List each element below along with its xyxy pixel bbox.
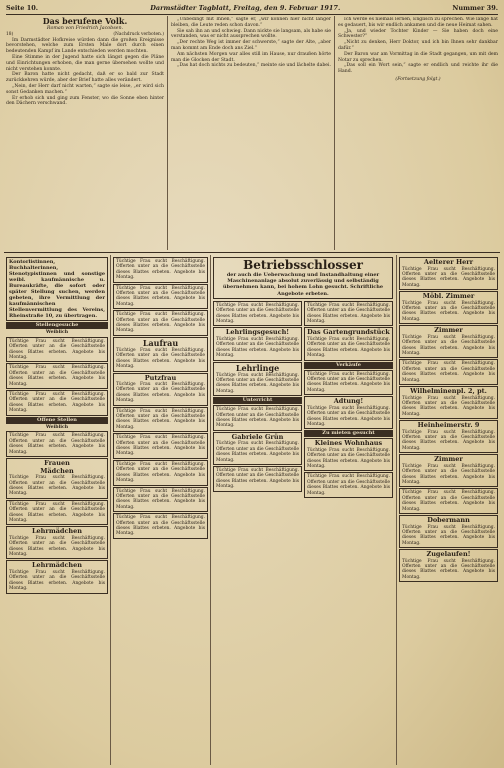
section-offene-stellen: Offene Stellen	[6, 417, 108, 424]
ad-body: Tüchtige Frau sucht Beschäftigung. Offerten unter an die Geschäftsstelle dieses Blattes erbeten. Angebote bis Montag.	[402, 429, 495, 451]
ad-heading: Lehrlinge	[235, 362, 280, 373]
section-weiblich: Weiblich	[45, 330, 69, 335]
ad-text: Tüchtige Frau sucht Beschäftigung. Offerten unter an die Geschäftsstelle dieses Blattes erbeten. Angebote bis Montag.	[213, 466, 302, 492]
ad-text: Tüchtige Frau sucht Beschäftigung. Offerten unter an die Geschäftsstelle dieses Blattes erbeten. Angebote bis Montag.	[113, 310, 208, 336]
page-number: Seite 10.	[6, 4, 39, 12]
serial-paragraph: Er erhob sich und ging zum Fenster, wo die Sonne eben hinter den Dächern verschwand.	[6, 95, 164, 107]
ad-zugelaufen	[399, 549, 498, 582]
ad-body: Tüchtige Frau sucht Beschäftigung. Offerten unter an die Geschäftsstelle dieses Blattes erbeten. Angebote bis Montag.	[9, 569, 105, 592]
ad-lehrmaedchen	[6, 560, 108, 593]
serial-paragraph: „Unbedingt mit Ihnen,“ sagte er, „wir können hier nicht länger bleiben, die Leute reden schon davon.“	[171, 17, 331, 28]
ad-body: Tüchtige Frau sucht Beschäftigung. Offerten unter an die Geschäftsstelle dieses Blattes erbeten. Angebote bis Montag.	[402, 524, 495, 546]
ad-body: Tüchtige Frau sucht Beschäftigung. Offerten unter an die Geschäftsstelle dieses Blattes erbeten. Angebote bis Montag.	[116, 347, 205, 370]
ad-heading: Mädchen	[40, 466, 74, 475]
ad-heading: Betriebsschlosser	[243, 258, 363, 272]
ad-text: Tüchtige Frau sucht Beschäftigung. Offerten unter an die Geschäftsstelle dieses Blattes erbeten. Angebote bis Montag.	[113, 460, 208, 486]
serial-column-2	[171, 17, 331, 249]
ad-heading: Putzfrau	[144, 373, 177, 382]
ad-achtung	[304, 396, 393, 429]
section-weiblich: Weiblich	[45, 424, 69, 430]
ad-body: Tüchtige Frau sucht Beschäftigung. Offerten unter an die Geschäftsstelle dieses Blattes erbeten. Angebote bis Montag.	[402, 395, 495, 417]
serial-paragraph: „Ja, und wieder Tochter Kinder — Sie haben doch eine Schwester?“	[338, 28, 498, 40]
ad-heading: Aelterer Herr	[423, 258, 474, 266]
ad-garten	[304, 327, 393, 360]
ad-gabriele	[213, 432, 302, 465]
serial-paragraph: „Nein, der Herr darf nicht warten,“ sagte sie leise, „er wird sich sonst Gedanken machen.“	[6, 83, 164, 95]
ad-text: Tüchtige Frau sucht Beschäftigung. Offerten unter an die Geschäftsstelle dieses Blattes erbeten. Angebote bis Montag.	[113, 284, 208, 310]
ad-zimmer	[399, 454, 498, 487]
ad-heading: Zimmer	[434, 455, 463, 464]
ad-text: Tüchtige Frau sucht Beschäftigung. Offerten unter an die Geschäftsstelle dieses Blattes erbeten. Angebote bis Montag.	[213, 301, 302, 327]
ad-putzfrau	[113, 373, 208, 406]
ad-heading: Lehrmädchen	[31, 561, 83, 570]
ad-heading: Gabriele Grün	[231, 432, 284, 441]
ad-body: Tüchtige Frau sucht Beschäftigung. Offerten unter an die Geschäftsstelle dieses Blattes erbeten. Angebote bis Montag.	[9, 475, 105, 497]
ad-kleines-wohnhaus	[304, 438, 393, 471]
ad-heading: Laufrau	[142, 337, 179, 348]
ad-heinheimer	[399, 420, 498, 453]
ad-body: Tüchtige Frau sucht Beschäftigung. Offerten unter an die Geschäftsstelle dieses Blattes erbeten. Angebote bis Montag.	[402, 266, 495, 288]
ad-heading: Das Gartengrundstück	[307, 328, 390, 337]
column-rule	[334, 16, 335, 250]
serial-paragraph: „Der rechte Weg ist immer der schwerste,“ sagte der Alte, „aber man kommt am Ende doch ans Ziel.“	[171, 40, 331, 51]
ad-text: Tüchtige Frau sucht Beschäftigung. Offerten unter an die Geschäftsstelle dieses Blattes erbeten. Angebote bis Montag.	[6, 500, 108, 526]
serial-paragraph: Am nächsten Morgen war alles still im Hause, nur draußen hörte man die Glocken der Stadt.	[171, 51, 331, 63]
ad-aelterer-herr	[399, 257, 498, 290]
issue-number: Nummer 39.	[452, 4, 498, 12]
continued-note: (Fortsetzung folgt.)	[395, 76, 441, 82]
ad-heading: Wilhelminenpl. 2, pt.	[410, 387, 487, 395]
ads-column-1	[6, 256, 108, 764]
serial-paragraph: Ich werde es niemals lernen, Englisch zu sprechen. Wie lange hat es gedauert, bis wir endlich ankamen und die neue Heimat sahen.	[338, 17, 498, 28]
serial-paragraph: „Das soll ein Wort sein,“ sagte er endlich und reichte ihr die Hand.	[338, 63, 498, 75]
section-unterricht: Unterricht	[213, 397, 302, 404]
ad-betriebsschlosser	[213, 257, 393, 299]
ad-text: Tüchtige Frau sucht Beschäftigung. Offerten unter an die Geschäftsstelle dieses Blattes erbeten. Angebote bis Montag.	[113, 407, 208, 433]
serial-paragraph: „Nicht zu denken, Herr Doktor, und ich bin Ihnen sehr dankbar dafür.“	[338, 40, 498, 51]
ad-text: Tüchtige Frau sucht Beschäftigung. Offerten unter an die Geschäftsstelle dieses Blattes erbeten. Angebote bis Montag.	[304, 472, 393, 498]
serial-paragraph: Eine Stimme in der Jugend hatte sich längst gegen die Pläne und Einrichtungen erhoben, die man gerne übersehen wollte und nicht verstehen konnte.	[6, 54, 164, 72]
serial-paragraph: „Das hat doch nichts zu bedeuten,“ meinte sie und lächelte dabei.	[177, 63, 331, 69]
ad-wilhelminen	[399, 386, 498, 419]
ads-column-2	[113, 256, 208, 764]
ad-text: Tüchtige Frau sucht Beschäftigung. Offerten unter an die Geschäftsstelle dieses Blattes erbeten. Angebote bis Montag.	[113, 513, 208, 539]
serial-column-3	[338, 17, 498, 249]
serial-title: Das berufene Volk.	[42, 17, 128, 26]
ad-text: Tüchtige Frau sucht Beschäftigung. Offerten unter an die Geschäftsstelle dieses Blattes erbeten. Angebote bis Montag.	[399, 488, 498, 514]
serial-column-1	[6, 17, 164, 249]
ad-heading: Kleines Wohnhaus	[314, 439, 383, 448]
serial-subtitle: Roman von Friedrich Jacobsen.	[46, 26, 124, 31]
ad-body: Tüchtige Frau sucht Beschäftigung. Offerten unter an die Geschäftsstelle dieses Blattes erbeten. Angebote bis Montag.	[216, 336, 299, 359]
section-stellengesuche: Stellengesuche	[6, 322, 108, 329]
ad-text: Tüchtige Frau sucht Beschäftigung. Offerten unter an die Geschäftsstelle dieses Blattes erbeten. Angebote bis Montag.	[399, 359, 498, 385]
ad-text: Tüchtige Frau sucht Beschäftigung. Offerten unter an die Geschäftsstelle dieses Blattes erbeten. Angebote bis Montag.	[113, 487, 208, 513]
column-rule	[210, 255, 211, 765]
ad-heading: Dobermann	[427, 516, 470, 524]
ad-body: Tüchtige Frau sucht Beschäftigung. Offerten unter an die Geschäftsstelle dieses Blattes erbeten. Angebote bis Montag.	[402, 558, 495, 580]
ad-text: Tüchtige Frau sucht Beschäftigung. Offerten unter an die Geschäftsstelle dieses Blattes erbeten. Angebote bis Montag.	[304, 370, 393, 396]
ads-column-3	[213, 256, 393, 764]
ad-text: Tüchtige Frau sucht Beschäftigung. Offerten unter an die Geschäftsstelle dieses Blattes erbeten. Angebote bis Montag.	[6, 431, 108, 457]
newspaper-title-date: Darmstädter Tagblatt, Freitag, den 9. Februar 1917.	[150, 4, 341, 12]
ad-heading: Lehrmädchen	[31, 527, 83, 536]
ad-dobermann	[399, 515, 498, 548]
ad-text: Tüchtige Frau sucht Beschäftigung. Offerten unter an die Geschäftsstelle dieses Blattes erbeten. Angebote bis Montag.	[304, 301, 393, 327]
column-rule	[396, 255, 397, 765]
ad-lehrlingsgesuch	[213, 327, 302, 360]
ad-lehrlinge	[213, 362, 302, 397]
masthead	[6, 2, 498, 15]
ad-text: Tüchtige Frau sucht Beschäftigung. Offerten unter an die Geschäftsstelle dieses Blattes erbeten. Angebote bis Montag.	[113, 257, 208, 283]
ad-heading: Adtung!	[333, 397, 364, 406]
ad-heading: Zimmer	[434, 326, 463, 335]
ad-heading: Zugelaufen!	[426, 550, 471, 559]
ad-frauen	[6, 458, 108, 499]
serial-paragraph: Sie sah ihn an und schwieg. Dann nickte sie langsam, als habe sie verstanden, was er nicht aussprechen wollte.	[171, 28, 331, 40]
section-divider	[4, 252, 500, 253]
ad-body: Tüchtige Frau sucht Beschäftigung. Offerten unter an die Geschäftsstelle dieses Blattes erbeten. Angebote bis Montag.	[216, 441, 299, 463]
ad-sauftrau	[113, 337, 208, 372]
ad-heading: Möbl. Zimmer	[422, 292, 475, 301]
section-verkaeufe: Verkäufe	[304, 362, 393, 369]
ad-kontor: Kontorlistinnen, Buchhalterinnen, Stenotypistinnen und sonstige weibl. kaufmännische u. Bureaukräfte, die sofort oder später Stellung suchen, werden gebeten, ihre Vermittlung der kaufmännischen Stellenvermittlung des Vereins, Rheinstraße 10, zu übertragen.	[6, 257, 108, 321]
ad-text: Tüchtige Frau sucht Beschäftigung. Offerten unter an die Geschäftsstelle dieses Blattes erbeten. Angebote bis Montag.	[213, 405, 302, 431]
serial-paragraph: Im Darmstädter Hofkreise würden dann die großen Ereignisse bevorstehen, welche zum Ersten Male dort durch einen bedeutenden Kampf im Lande entschieden werden mochten.	[6, 37, 164, 55]
column-rule	[167, 16, 168, 250]
ad-text: Tüchtige Frau sucht Beschäftigung. Offerten unter an die Geschäftsstelle dieses Blattes erbeten. Angebote bis Montag.	[6, 363, 108, 389]
ad-heading: Heinheimerstr. 9	[417, 421, 480, 430]
ad-body: Tüchtige Frau sucht Beschäftigung. Offerten unter an die Geschäftsstelle dieses Blattes erbeten. Angebote bis Montag.	[402, 334, 495, 356]
ad-body: Tüchtige Frau sucht Beschäftigung. Offerten unter an die Geschäftsstelle dieses Blattes erbeten. Angebote bis Montag.	[116, 382, 205, 404]
ad-zimmer	[399, 325, 498, 358]
ad-body: Tüchtige Frau sucht Beschäftigung. Offerten unter an die Geschäftsstelle dieses Blattes erbeten. Angebote bis Montag.	[402, 300, 495, 322]
serial-paragraph: Der Baron hatte nicht gedacht, daß er so bald zur Stadt zurückkehren würde, aber der Brief hatte alles verändert.	[6, 72, 164, 84]
ad-body: Tüchtige Frau sucht Beschäftigung. Offerten unter an die Geschäftsstelle dieses Blattes erbeten. Angebote bis Montag.	[402, 463, 495, 485]
serial-paragraph: Der Baron war am Vormittag in die Stadt gegangen, um mit dem Notar zu sprechen.	[338, 51, 498, 63]
ad-body: Tüchtige Frau sucht Beschäftigung. Offerten unter an die Geschäftsstelle dieses Blattes erbeten. Angebote bis Montag.	[216, 372, 299, 394]
section-zu-mieten: Zu mieten gesucht	[304, 430, 393, 437]
ad-body: Tüchtige Frau sucht Beschäftigung. Offerten unter an die Geschäftsstelle dieses Blattes erbeten. Angebote bis Montag.	[9, 535, 105, 558]
ads-column-4	[399, 256, 498, 764]
ad-text: Tüchtige Frau sucht Beschäftigung. Offerten unter an die Geschäftsstelle dieses Blattes erbeten. Angebote bis Montag.	[6, 337, 108, 363]
ad-body: Tüchtige Frau sucht Beschäftigung. Offerten unter an die Geschäftsstelle dieses Blattes erbeten. Angebote bis Montag.	[307, 405, 390, 427]
ad-body: der auch die Ueberwachung und Instandhaltung einer Maschinenanlage absolut zuverlässig und selbständig übernehmen kann, bei hohem Lohn gesucht. Schriftliche Angebote erbeten.	[222, 272, 384, 297]
ad-text: Tüchtige Frau sucht Beschäftigung. Offerten unter an die Geschäftsstelle dieses Blattes erbeten. Angebote bis Montag.	[113, 433, 208, 459]
ad-heading: Lehrlingsgesuch!	[225, 328, 290, 337]
column-rule	[110, 255, 111, 765]
ad-body: Tüchtige Frau sucht Beschäftigung. Offerten unter an die Geschäftsstelle dieses Blattes erbeten. Angebote bis Montag.	[307, 447, 390, 470]
ad-lehrmaedchen	[6, 526, 108, 559]
serial-number: 18)	[6, 31, 14, 37]
reprint-note: (Nachdruck verboten.)	[113, 31, 164, 37]
ad-text: Tüchtige Frau sucht Beschäftigung. Offerten unter an die Geschäftsstelle dieses Blattes erbeten. Angebote bis Montag.	[6, 390, 108, 416]
ad-heading: Frauen	[44, 459, 70, 468]
ad-mobl-zimmer	[399, 291, 498, 324]
ad-body: Tüchtige Frau sucht Beschäftigung. Offerten unter an die Geschäftsstelle dieses Blattes erbeten. Angebote bis Montag.	[307, 336, 390, 359]
